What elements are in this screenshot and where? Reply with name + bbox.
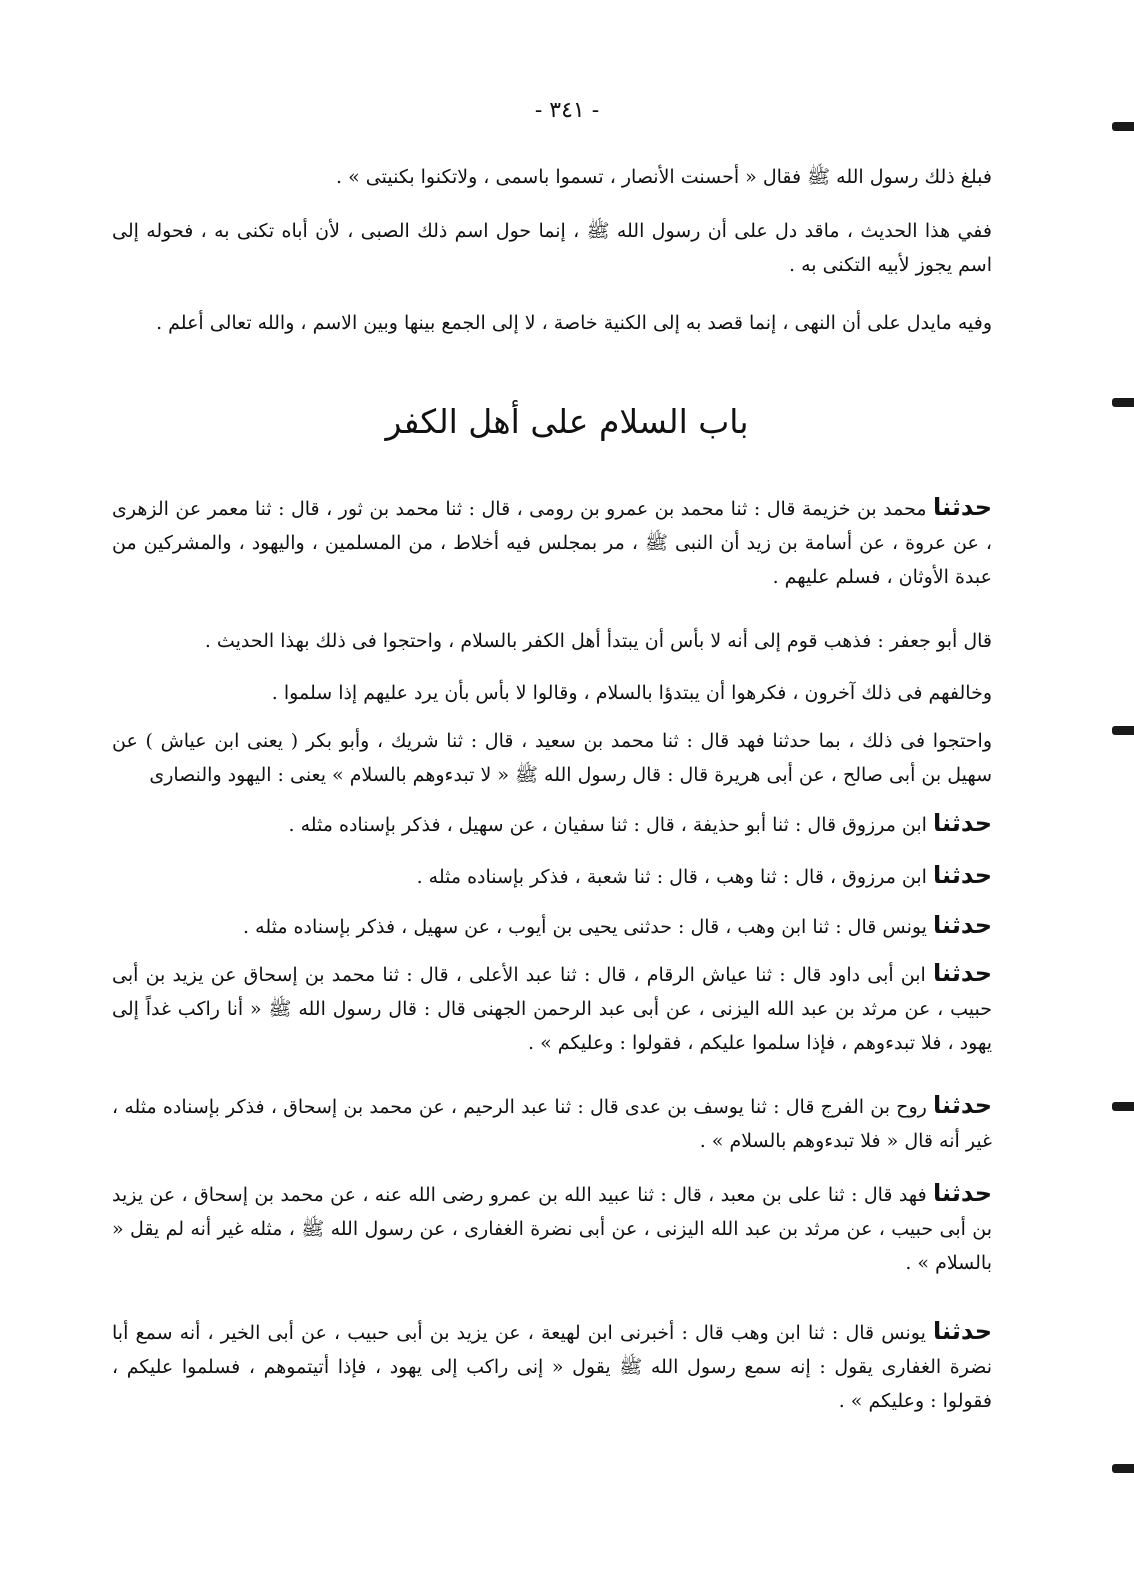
scan-edge-mark [1112,726,1134,735]
intro-paragraph-2: ففي هذا الحديث ، ماقد دل على أن رسول الله ﷺ ، إنما حول اسم ذلك الصبى ، لأن أباه تكنى به ، فحوله إلى اسم يجوز لأبيه التكنى به . [112,220,992,276]
paragraph-text: يونس قال : ثنا ابن وهب ، قال : حدثنى يحيى بن أيوب ، عن سهيل ، فذكر بإسناده مثله . [243,916,927,938]
paragraph-text: ابن مرزوق ، قال : ثنا وهب ، قال : ثنا شعبة ، فذكر بإسناده مثله . [416,866,927,888]
keyword-haddathana: حدثنا [933,493,992,521]
paragraph-text: محمد بن خزيمة قال : ثنا محمد بن عمرو بن رومى ، قال : ثنا محمد بن ثور ، قال : ثنا معمر عن الزهرى ، عن عروة ، عن أسامة بن زيد أن النبى ﷺ ، مر بمجلس فيه أخلاط ، من المسلمين ، واليهود ، والمشركين من عبدة الأوثان ، فسلم عليهم . [112,498,992,588]
scan-edge-mark [1112,1102,1134,1111]
intro-paragraph-1: فبلغ ذلك رسول الله ﷺ فقال « أحسنت الأنصار ، تسموا باسمى ، ولاتكنوا بكنيتى » . [336,166,992,188]
hadith-paragraph [112,956,992,1060]
paragraph-text: ابن مرزوق قال : ثنا أبو حذيفة ، قال : ثنا سفيان ، عن سهيل ، فذكر بإسناده مثله . [288,814,927,836]
keyword-haddathana: حدثنا [933,809,992,837]
keyword-haddathana: حدثنا [933,1091,992,1119]
hadith-paragraph [144,806,992,842]
hadith-paragraph [144,908,992,944]
hadith-paragraph: واحتجوا فى ذلك ، بما حدثنا فهد قال : ثنا محمد بن سعيد ، قال : ثنا شريك ، وأبو بكر ( يعنى ابن عياش ) عن سهيل بن أبى صالح ، عن أبى هريرة قال : قال رسول الله ﷺ « لا تبدءوهم بالسلام » يعنى : اليهود والنصارى [112,730,992,786]
hadith-paragraph [112,1314,992,1418]
scan-edge-mark [1112,122,1134,131]
scan-edge-mark [1112,1464,1134,1473]
hadith-paragraph [112,1088,992,1158]
hadith-paragraph: قال أبو جعفر : فذهب قوم إلى أنه لا بأس أن يبتدأ أهل الكفر بالسلام ، واحتجوا فى ذلك بهذا الحديث . [204,630,992,652]
paragraph-text: فهد قال : ثنا على بن معبد ، قال : ثنا عبيد الله بن عمرو رضى الله عنه ، عن محمد بن إسحاق ، عن يزيد بن أبى حبيب ، عن مرثد بن عبد الله اليزنى ، عن أبى نضرة الغفارى ، عن رسول الله ﷺ ، مثله غير أنه لم يقل « بالسلام » . [112,1184,992,1274]
hadith-paragraph [112,1176,992,1280]
chapter-heading: باب السلام على أهل الكفر [385,402,749,441]
keyword-haddathana: حدثنا [933,861,992,889]
hadith-paragraph: وخالفهم فى ذلك آخرون ، فكرهوا أن يبتدؤا بالسلام ، وقالوا لا بأس بأن يرد عليهم إذا سلموا . [271,682,992,704]
paragraph-text: يونس قال : ثنا ابن وهب قال : أخبرنى ابن لهيعة ، عن يزيد بن أبى حبيب ، عن أبى الخير ، أنه سمع أبا نضرة الغفارى يقول : إنه سمع رسول الله ﷺ يقول « إنى راكب إلى يهود ، فإذا أتيتموهم ، فسلموا عليكم ، فقولوا : وعليكم » . [112,1322,992,1412]
hadith-paragraph [144,858,992,894]
intro-paragraph-3: وفيه مايدل على أن النهى ، إنما قصد به إلى الكنية خاصة ، لا إلى الجمع بينها وبين الاسم ، والله تعالى أعلم . [156,312,992,334]
scan-edge-mark [1112,398,1134,407]
keyword-haddathana: حدثنا [933,911,992,939]
page-number: - ٣٤١ - [534,98,600,123]
paragraph-text: ابن أبى داود قال : ثنا عياش الرقام ، قال : ثنا عبد الأعلى ، قال : ثنا محمد بن إسحاق عن يزيد بن أبى حبيب ، عن مرثد بن عبد الله اليزنى ، عن أبى عبد الرحمن الجهنى قال : قال رسول الله ﷺ « أنا راكب غداً إلى يهود ، فلا تبدءوهم ، فإذا سلموا عليكم ، فقولوا : وعليكم » . [112,964,992,1054]
paragraph-text: روح بن الفرج قال : ثنا يوسف بن عدى قال : ثنا عبد الرحيم ، عن محمد بن إسحاق ، فذكر بإسناده مثله ، غير أنه قال « فلا تبدءوهم بالسلام » . [112,1096,992,1152]
keyword-haddathana: حدثنا [933,959,992,987]
hadith-paragraph [112,490,992,594]
keyword-haddathana: حدثنا [933,1317,992,1345]
keyword-haddathana: حدثنا [933,1179,992,1207]
